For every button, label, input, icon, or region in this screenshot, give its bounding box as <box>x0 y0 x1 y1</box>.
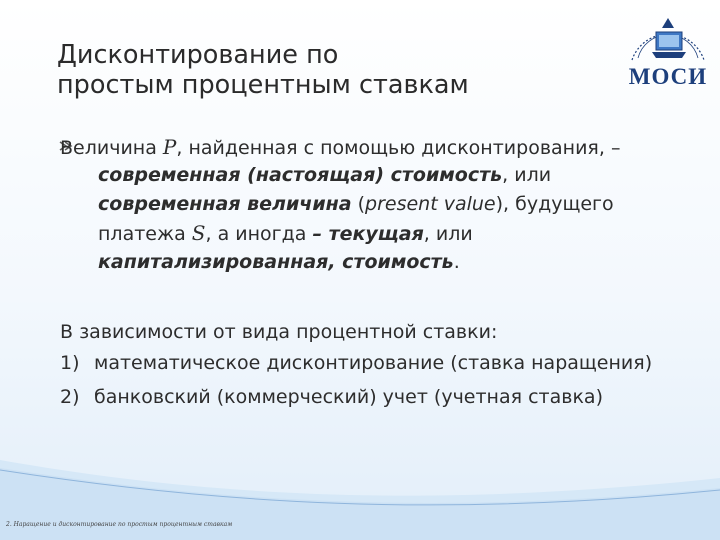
text-run: платежа <box>98 223 192 245</box>
title-line-1: Дисконтирование по <box>57 40 339 70</box>
list-number: 2) <box>60 386 80 408</box>
emphasis-term: – текущая <box>312 223 424 245</box>
text-run: , найденная с помощью дисконтирования, – <box>176 137 621 159</box>
title-line-2: простым процентным ставкам <box>57 70 469 100</box>
text-run: , а иногда <box>205 223 313 245</box>
text-run: . <box>453 251 460 273</box>
list-item-text: математическое дисконтирование (ставка наращения) <box>94 352 653 374</box>
text-run: ( <box>351 193 366 215</box>
para1-line-1 <box>60 134 620 161</box>
para1-line-2 <box>98 162 551 188</box>
emphasis-term: современная (настоящая) стоимость <box>98 164 503 186</box>
slide-footer: 2. Наращение и дисконтирование по простым процентным ставкам <box>6 521 233 528</box>
list-item <box>60 350 80 376</box>
para1-line-4 <box>98 220 473 247</box>
mosi-logo <box>622 8 714 94</box>
para1-line-5 <box>98 249 460 275</box>
text-run: , или <box>502 164 552 186</box>
text-run: ), будущего <box>495 193 614 215</box>
text-run: , или <box>423 223 473 245</box>
logo-text: МОСИ <box>628 64 708 89</box>
text-run: Величина <box>60 137 163 159</box>
variable-s: S <box>191 221 206 245</box>
variable-p: P <box>162 135 177 159</box>
para1-line-3 <box>98 191 614 217</box>
slide-title <box>57 40 577 100</box>
para2-intro: В зависимости от вида процентной ставки: <box>60 321 498 343</box>
emphasis-term: современная величина <box>98 193 352 215</box>
italic-term: present value <box>365 193 496 215</box>
list-item-text: банковский (коммерческий) учет (учетная ставка) <box>94 386 603 408</box>
emphasis-term: капитализированная, стоимость <box>98 251 454 273</box>
list-number: 1) <box>60 352 80 374</box>
list-item <box>60 384 80 410</box>
logo-emblem-icon <box>622 8 714 68</box>
